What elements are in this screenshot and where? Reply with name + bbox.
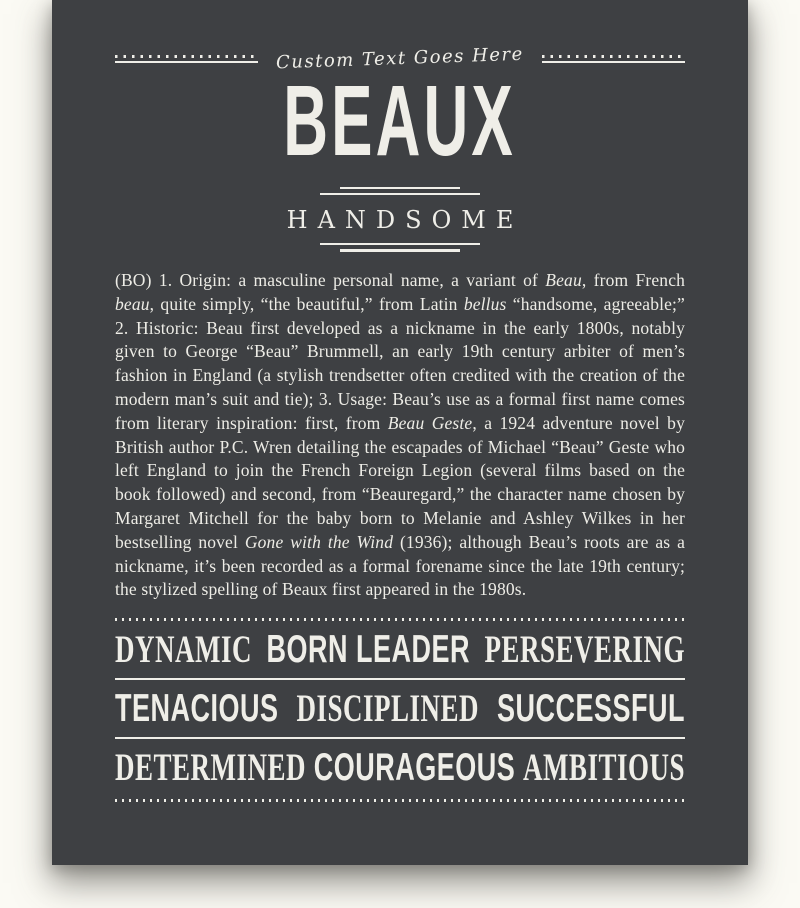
trait-word: COURAGEOUS [313,745,516,789]
name-title-wrap [115,65,685,177]
dotted-ornament-right [542,55,685,63]
trait-word: TENACIOUS [115,686,279,730]
trait-divider-line-1 [115,678,685,680]
dotted-separator-top [115,618,685,621]
dots-row [542,55,685,58]
trait-row-3 [115,745,685,790]
divider-short-line [340,187,460,189]
name-art-print [52,0,748,865]
trait-word: AMBITIOUS [522,745,685,789]
divider-below-meaning [115,243,685,252]
ornament-underline [542,61,685,63]
name-title: BEAUX [283,65,517,177]
trait-word: BORN LEADER [266,627,470,671]
custom-text-label: Custom Text Goes Here [275,43,525,74]
trait-word: DISCIPLINED [296,686,480,730]
trait-divider-line-2 [115,737,685,739]
divider-short-line [340,249,460,252]
trait-row-2 [115,686,685,731]
trait-word: DETERMINED [115,745,307,789]
trait-word: PERSEVERING [484,627,685,671]
definition-paragraph: (BO) 1. Origin: a masculine personal name, a variant of Beau, from French beau, quite simply, “the beautiful,” from Latin bellus “handsome, agreeable;” 2. Historic: Beau first developed as a nickname in the early 1800s, notably given to George “Beau” Brummell, an early 19th century arbiter of men’s fashion in England (a stylish trendsetter often credited with the creation of the modern man’s suit and tie); 3. Usage: Beau’s use as a formal first name comes from literary inspiration: first, from Beau Geste, a 1924 adventure novel by British author P.C. Wren detailing the escapades of Michael “Beau” Geste who left England to join the French Foreign Legion (several films based on the book followed) and second, from “Beauregard,” the character name chosen by Margaret Mitchell for the baby born to Melanie and Ashley Wilkes in her bestselling novel Gone with the Wind (1936); although Beau’s roots are as a nickname, it’s been recorded as a formal forename since the late 19th century; the stylized spelling of Beaux first appeared in the 1980s. [115,270,686,600]
meaning-label: HANDSOME [286,206,524,234]
trait-word: SUCCESSFUL [496,686,685,730]
ornament-underline [115,61,258,63]
trait-word: DYNAMIC [115,627,252,671]
dotted-ornament-left [115,55,258,63]
divider-long-line [320,193,480,195]
trait-row-1 [115,627,685,672]
divider-above-meaning [115,187,685,195]
dotted-separator-bottom [115,799,685,802]
divider-long-line [320,243,480,245]
dots-row [115,55,258,58]
